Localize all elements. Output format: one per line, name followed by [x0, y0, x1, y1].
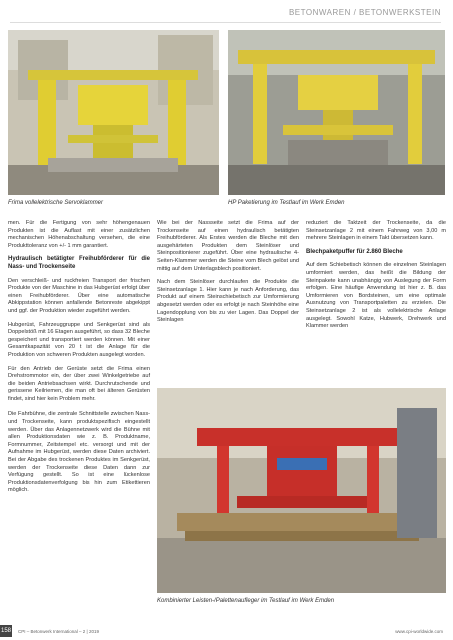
col1-paragraph-2: Den verschleiß- und ruckfreien Transport der frischen Produkte von der Maschine in das Hubgerüst erfolgt über einen Freihubförderer. Über eine automatische Abkippstation können anfallende Betonreste abgekippt und ggf. der Produktion wieder zugeführt werden. [8, 277, 150, 314]
col1-heading-1: Hydraulisch betätigter Freihubförderer für die Nass- und Trockenseite [8, 256, 150, 270]
col1-paragraph-1: men. Für die Fertigung von sehr höhengenauen Produkten ist die Auflast mit einer zusätzlichen mechanischen Höhenabschaltung versehen, die eine Produkttoleranz von +/- 1 mm garantiert. [8, 220, 150, 249]
header-divider [10, 22, 441, 23]
col3-paragraph-1: reduziert die Taktzeit der Trockenseite, da die Steinsetzanlage 2 mit einem Fahrweg von 3,00 m mehrere Steinlagen in einem Takt übersetzen kann. [306, 220, 446, 242]
text-column-3 [306, 220, 446, 337]
page-number: 158 [0, 625, 12, 637]
col2-paragraph-2: Nach dem Steinlöser durchlaufen die Produkte die Steinsetzanlage 1. Hier kann je nach Anforderung, das Produkt auf einem Steinschiebetisch zur Umformierung abgesetzt werden oder es erfolgt je nach Steinhöhe eine Lagendopplung von bis zu vier Lagen. Das Doppel der Steinlagen [157, 279, 299, 324]
footer-right: www.cpi-worldwide.com [395, 629, 443, 634]
text-column-1 [8, 220, 150, 501]
caption-photo3: Kombinierter Leisten-/Palettenaufleger im Testlauf im Werk Emden [157, 598, 335, 604]
col3-paragraph-2: Auf dem Schiebetisch können die einzelnen Steinlagen umformiert werden, das heißt die Bildung der Steinpakete kann unabhängig von Auslegung der Form erfolgen. Eine häufige Anwendung ist hier z. B. das Umformieren von Bordsteinen, um eine optimale Ausnutzung von Transportpaletten zu erzielen. Die Steinsetzanlage 2 ist als vollelektrische Anlage ausgelegt. Sowohl Katze, Hubwerk, Drehwerk und Klammer werden [306, 262, 446, 330]
col1-paragraph-3: Hubgerüst, Fahrzeuggruppe und Senkgerüst sind als Doppelstöß mit 16 Etagen ausgeführt, so dass 32 Bleche gespeichert und transportiert werden können. Mit einer Gesamtkapazität von 20 t ist die Anlage für die Produktion von schweren Produkten ausgelegt worden. [8, 321, 150, 358]
footer-left: CPI – Betonwerk International – 2 | 2019 [18, 629, 99, 634]
photo-palettenaufleger [157, 388, 446, 593]
col3-heading-1: Blechpaketpuffer für 2.860 Bleche [306, 248, 403, 255]
col1-paragraph-5: Die Fahrbühne, die zentrale Schnittstelle zwischen Nass- und Trockenseite, kann produktspezifisch eingestellt werden. Über das Anlagennetzwerk wird die Bühne mit allen Produktionsdaten wie z. B. Produktname, Formnummer, Zeitstempel etc. versorgt und mit der Aufnahme im Hubgerüst, werden diese Daten archiviert. Bei der Abgabe des trockenen Produktes im Senkgerüst, werden der Trockenseite diese Daten dann zur Verfügung gestellt. So ist eine lückenlose Produktionsdatenverfolgung bis hin zum Etikettieren möglich. [8, 411, 150, 494]
col2-paragraph-1: Wie bei der Nassseite setzt die Frima auf der Trockenseite auf einen hydraulisch betätigten Freihubförderer. Als Erstes werden die Bleche mit den ausgehärteten Produkten dem Steinlöser und Steinpositionierer zugeführt. Über eine hydraulische 4-Seiten-Klammer werden die Steine vom Blech gelöst und mittig auf dem Unterlagsblech positioniert. [157, 220, 299, 272]
photo-servo-clamp [8, 30, 219, 195]
caption-photo2: HP Paketierung im Testlauf im Werk Emden [228, 200, 345, 206]
col1-paragraph-4: Für den Antrieb der Gerüste setzt die Frima einen Drehstrommotor ein, der über zwei Winkelgetriebe auf die beiden Antriebsachsen wirkt. Durchrutschende und gerissene Keilriemen, die man oft bei älteren Gerüsten findet, sind hier kein Problem mehr. [8, 365, 150, 402]
text-column-2 [157, 220, 299, 331]
photo-paketierung [228, 30, 445, 195]
section-header: BETONWAREN / BETONWERKSTEIN [288, 8, 441, 17]
caption-photo1: Frima vollelektrische Servoklammer [8, 200, 104, 206]
